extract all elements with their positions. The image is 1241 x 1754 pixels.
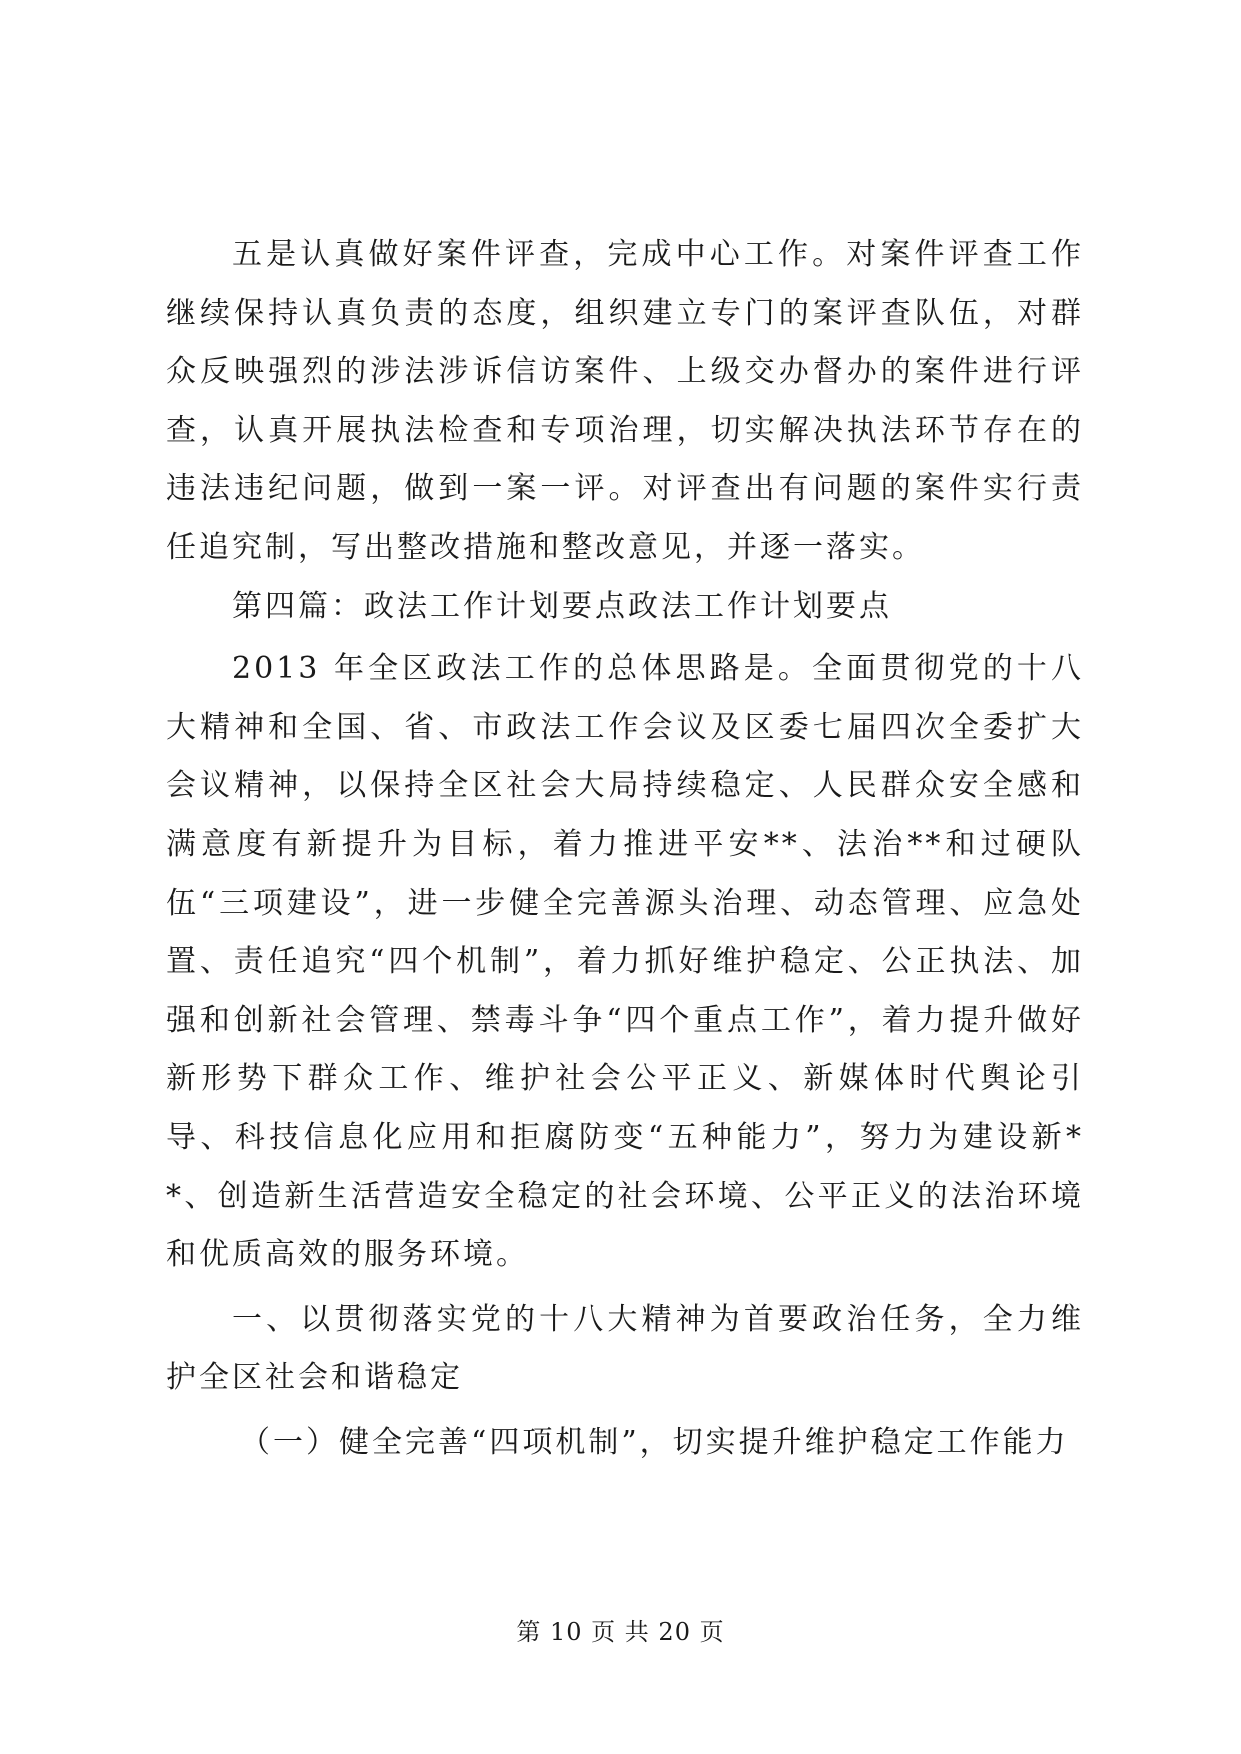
document-body — [166, 226, 1084, 1472]
section-title-part-four: 第四篇：政法工作计划要点政法工作计划要点 — [232, 588, 892, 624]
page-number-footer: 第 10 页 共 20 页 — [516, 1618, 725, 1646]
heading-subsection-one: （一）健全完善“四项机制”，切实提升维护稳定工作能力 — [240, 1424, 1069, 1460]
paragraph-case-review: 五是认真做好案件评查，完成中心工作。对案件评查工作继续保持认真负责的态度，组织建立专门的案评查队伍，对群众反映强烈的涉法涉诉信访案件、上级交办督办的案件进行评查，认真开展执法检查和专项治理，切实解决执法环节存在的违法违纪问题，做到一案一评。对评查出有问题的案件实行责任追究制，写出整改措施和整改意见，并逐一落实。 — [166, 237, 1084, 565]
heading-section-one: 一、以贯彻落实党的十八大精神为首要政治任务，全力维护全区社会和谐稳定 — [166, 1301, 1084, 1396]
paragraph-overall-approach: 2013 年全区政法工作的总体思路是。全面贯彻党的十八大精神和全国、省、市政法工作会议及区委七届四次全委扩大会议精神，以保持全区社会大局持续稳定、人民群众安全感和满意度有新提升为目标，着力推进平安**、法治**和过硬队伍“三项建设”，进一步健全完善源头治理、动态管理、应急处置、责任追究“四个机制”，着力抓好维护稳定、公正执法、加强和创新社会管理、禁毒斗争“四个重点工作”，着力提升做好新形势下群众工作、维护社会公平正义、新媒体时代舆论引导、科技信息化应用和拒腐防变“五种能力”，努力为建设新**、创造新生活营造安全稳定的社会环境、公平正义的法治环境和优质高效的服务环境。 — [166, 651, 1084, 1273]
